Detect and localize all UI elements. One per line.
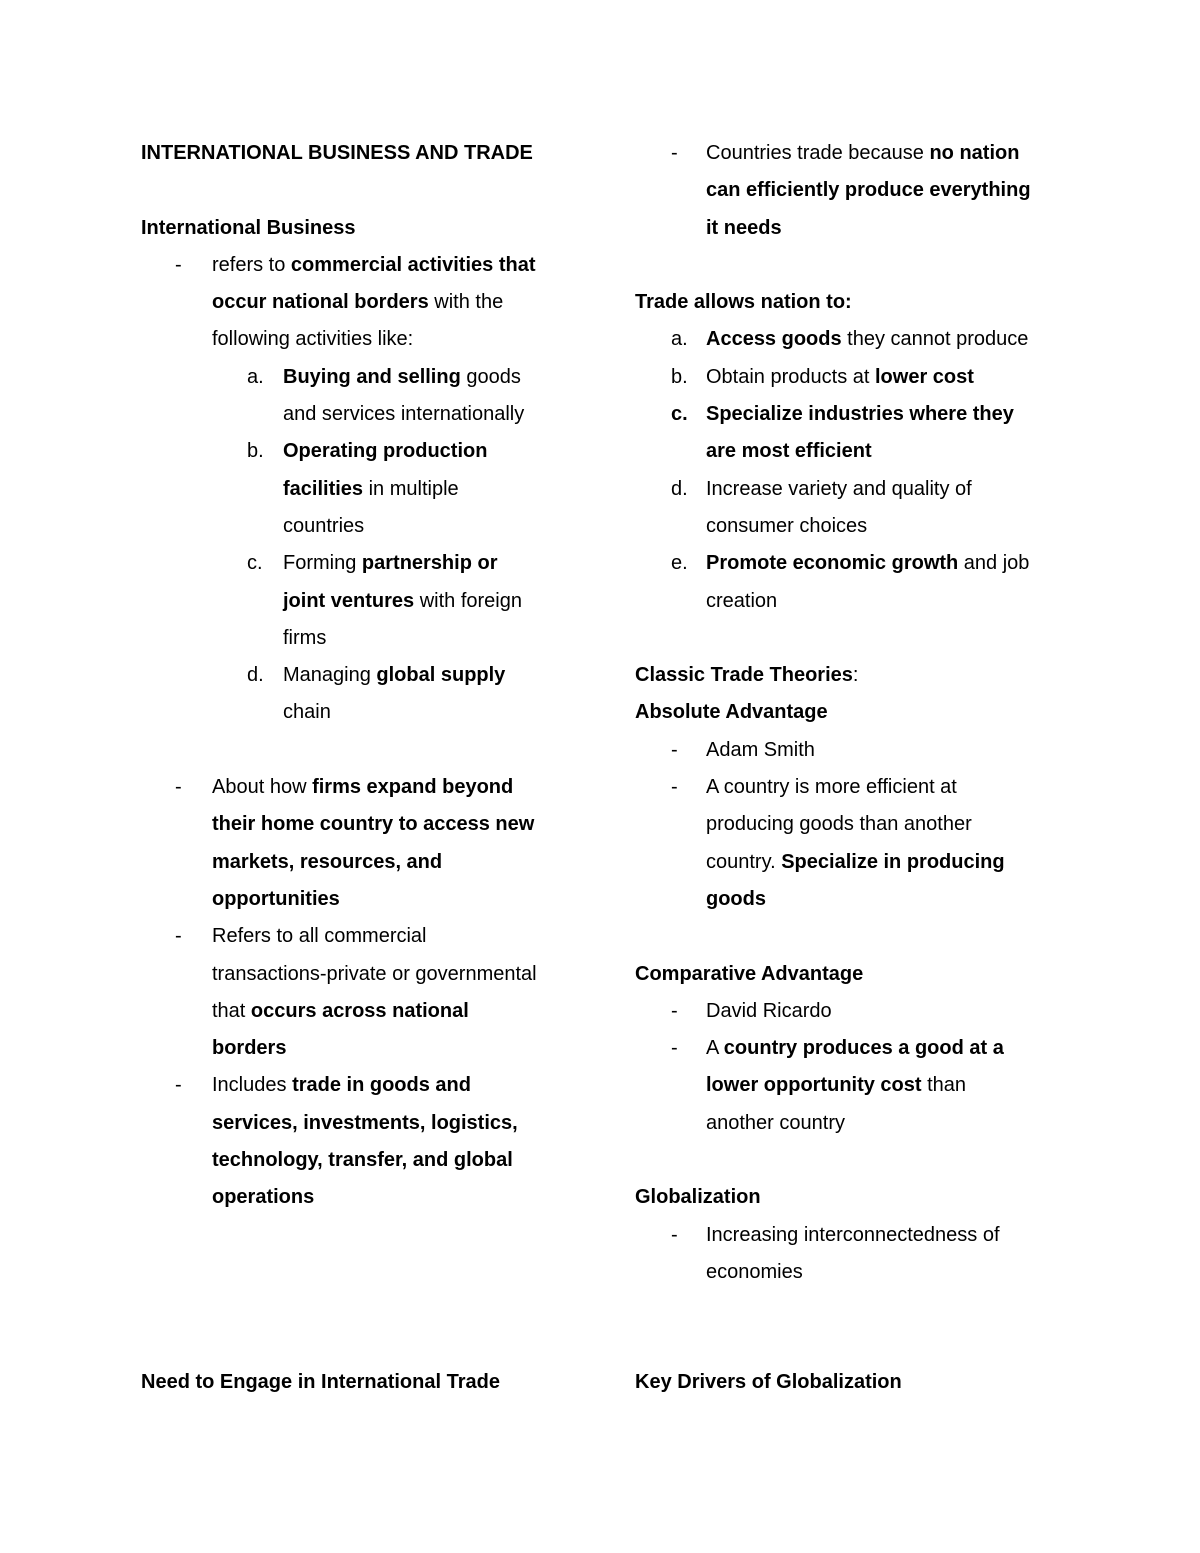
list-item-b: b. Obtain products at lower cost xyxy=(671,365,974,388)
spacer xyxy=(141,172,581,209)
list-item: - refers to commercial activities that xyxy=(141,247,581,284)
list-item-continuation: another country xyxy=(706,1111,845,1134)
heading-comparative-advantage: Comparative Advantage xyxy=(635,962,864,985)
list-item-continuation: markets, resources, and xyxy=(212,850,443,873)
list-item-c: c. Specialize industries where they xyxy=(671,403,1014,426)
list-item-d: d. Increase variety and quality of xyxy=(671,477,972,500)
list-item: - David Ricardo xyxy=(671,999,832,1022)
spacer xyxy=(141,732,581,769)
sub-list-item-b: b. Operating production xyxy=(247,440,488,463)
list-item-continuation: opportunities xyxy=(212,887,340,910)
list-item-continuation: can efficiently produce everything xyxy=(706,179,1031,202)
list-item-continuation: producing goods than another xyxy=(706,813,972,836)
sub-list-item-continuation: countries xyxy=(283,514,365,537)
left-column xyxy=(141,135,581,1217)
sub-list-item-c: c. Forming partnership or xyxy=(247,552,498,575)
spacer xyxy=(635,247,1075,284)
heading-absolute-advantage: Absolute Advantage xyxy=(635,701,828,724)
list-item: - A country produces a good at a xyxy=(671,1037,1004,1060)
list-item-continuation: economies xyxy=(706,1260,803,1283)
list-item-continuation: country. Specialize in producing xyxy=(706,850,1005,873)
list-item-e: e. Promote economic growth and job xyxy=(671,552,1030,575)
list-item: - About how firms expand beyond xyxy=(175,776,514,799)
list-item: - Adam Smith xyxy=(671,738,815,761)
dash-bullet: - xyxy=(175,253,182,276)
list-item-continuation: occur national borders with the xyxy=(212,291,504,314)
list-item-continuation: goods xyxy=(706,887,766,910)
list-item-continuation: borders xyxy=(212,1037,287,1060)
sub-list-item-continuation: joint ventures with foreign xyxy=(283,589,522,612)
heading-need-to-engage: Need to Engage in International Trade xyxy=(141,1371,500,1393)
sub-list-item-continuation: facilities in multiple xyxy=(283,477,459,500)
document-title: INTERNATIONAL BUSINESS AND TRADE xyxy=(141,142,533,164)
list-item-continuation: operations xyxy=(212,1186,315,1209)
list-item-continuation: transactions-private or governmental xyxy=(212,962,537,985)
list-item-continuation: it needs xyxy=(706,216,782,239)
right-column xyxy=(635,135,1075,1291)
heading-globalization: Globalization xyxy=(635,1186,761,1209)
heading-key-drivers: Key Drivers of Globalization xyxy=(635,1371,902,1393)
list-item: - Countries trade because no nation xyxy=(671,142,1020,164)
sub-list-item-continuation: chain xyxy=(283,701,331,724)
list-item-continuation: services, investments, logistics, xyxy=(212,1111,518,1134)
heading-trade-allows: Trade allows nation to: xyxy=(635,291,852,314)
list-item: - Refers to all commercial xyxy=(175,925,427,948)
list-item-continuation: that occurs across national xyxy=(212,999,469,1022)
list-item-continuation: lower opportunity cost than xyxy=(706,1074,967,1097)
spacer xyxy=(635,918,1075,955)
list-item: - A country is more efficient at xyxy=(671,776,957,799)
list-item: - Includes trade in goods and xyxy=(175,1074,471,1097)
sub-list-item-a: a. Buying and selling goods xyxy=(247,365,521,388)
list-item: - Increasing interconnectedness of xyxy=(671,1223,1000,1246)
list-item-continuation: creation xyxy=(706,589,778,612)
sub-list-item-d: d. Managing global supply xyxy=(247,664,506,687)
sub-list-item-continuation: firms xyxy=(283,626,327,649)
spacer xyxy=(635,1142,1075,1179)
list-item-continuation: consumer choices xyxy=(706,514,868,537)
list-item-a: a. Access goods they cannot produce xyxy=(671,328,1029,351)
spacer xyxy=(635,620,1075,657)
list-item-continuation: technology, transfer, and global xyxy=(212,1149,513,1172)
sub-list-item-continuation: and services internationally xyxy=(283,403,525,426)
list-item-continuation: their home country to access new xyxy=(212,813,535,836)
heading-classic-trade-theories: Classic Trade Theories: xyxy=(635,664,859,687)
list-item-continuation: following activities like: xyxy=(212,328,414,351)
list-item-continuation: are most efficient xyxy=(706,440,872,463)
heading-international-business: International Business xyxy=(141,216,356,239)
